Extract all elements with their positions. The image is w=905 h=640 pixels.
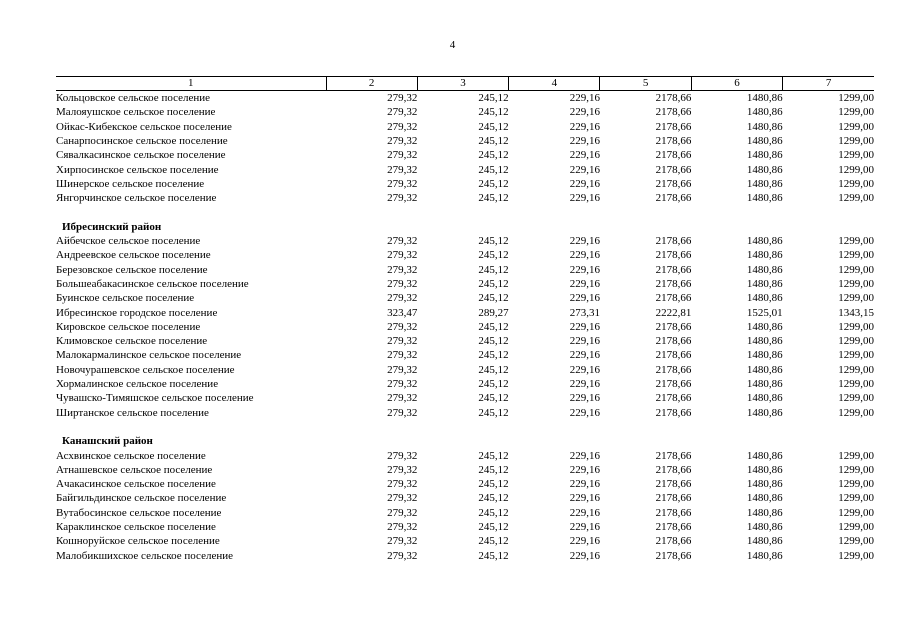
value-cell: 279,32 — [387, 320, 418, 333]
table-row — [56, 191, 874, 205]
value-cell: 1480,86 — [746, 378, 783, 391]
settlement-name: Шинерское сельское поселение — [56, 177, 205, 190]
value-cell: 279,32 — [387, 163, 418, 176]
value-cell: 245,12 — [478, 406, 509, 419]
value-cell: 245,12 — [478, 292, 509, 305]
value-cell: 2222,81 — [655, 306, 692, 319]
value-cell: 1299,00 — [838, 235, 874, 248]
value-cell: 1480,86 — [746, 135, 783, 148]
value-cell: 273,31 — [569, 306, 600, 319]
value-cell: 2178,66 — [655, 149, 692, 162]
settlement-name: Ширтанское сельское поселение — [56, 406, 209, 419]
value-cell: 2178,66 — [655, 163, 692, 176]
value-cell: 279,32 — [387, 378, 418, 391]
settlement-name: Вутабосинское сельское поселение — [56, 506, 222, 519]
value-cell: 1480,86 — [746, 263, 783, 276]
value-cell: 279,32 — [387, 492, 418, 505]
value-cell: 245,12 — [478, 235, 509, 248]
value-cell: 229,16 — [569, 378, 600, 391]
value-cell: 229,16 — [569, 235, 600, 248]
table-row — [56, 263, 874, 277]
table-row — [56, 391, 874, 405]
value-cell: 1299,00 — [838, 535, 874, 548]
value-cell: 1480,86 — [746, 521, 783, 534]
value-cell: 2178,66 — [655, 506, 692, 519]
value-cell: 1480,86 — [746, 120, 783, 133]
value-cell: 1299,00 — [838, 363, 874, 376]
settlement-name: Березовское сельское поселение — [56, 263, 208, 276]
value-cell: 229,16 — [569, 177, 600, 190]
table-row — [56, 348, 874, 362]
value-cell: 229,16 — [569, 278, 600, 290]
table-header-row — [56, 77, 874, 91]
value-cell: 2178,66 — [655, 177, 692, 190]
value-cell: 2178,66 — [655, 363, 692, 376]
value-cell: 1299,00 — [838, 463, 874, 476]
value-cell: 245,12 — [478, 463, 509, 476]
settlement-name: Ибресинское городское поселение — [56, 306, 218, 319]
value-cell: 245,12 — [478, 335, 509, 348]
value-cell: 279,32 — [387, 263, 418, 276]
table-row — [56, 363, 874, 377]
value-cell: 245,12 — [478, 549, 509, 562]
value-cell: 229,16 — [569, 106, 600, 119]
value-cell: 1480,86 — [746, 106, 783, 119]
value-cell: 245,12 — [478, 149, 509, 162]
value-cell: 1299,00 — [838, 177, 874, 190]
value-cell: 1299,00 — [838, 478, 874, 491]
value-cell: 1299,00 — [838, 492, 874, 505]
settlement-name: Кольцовское сельское поселение — [56, 92, 211, 105]
value-cell: 2178,66 — [655, 549, 692, 562]
table-row — [56, 248, 874, 262]
value-cell: 1480,86 — [746, 92, 783, 105]
value-cell: 279,32 — [387, 392, 418, 405]
value-cell: 245,12 — [478, 449, 509, 462]
settlement-name: Малокармалинское сельское поселение — [56, 349, 242, 362]
table-row — [56, 291, 874, 305]
settlement-name: Ачакасинское сельское поселение — [56, 478, 216, 491]
value-cell: 245,12 — [478, 521, 509, 534]
value-cell: 245,12 — [478, 278, 509, 290]
value-cell: 289,27 — [478, 306, 509, 319]
value-cell: 245,12 — [478, 135, 509, 148]
value-cell: 279,32 — [387, 549, 418, 562]
value-cell: 1480,86 — [746, 506, 783, 519]
value-cell: 229,16 — [569, 92, 600, 105]
value-cell: 279,32 — [387, 135, 418, 148]
value-cell: 279,32 — [387, 177, 418, 190]
value-cell: 1299,00 — [838, 349, 874, 362]
value-cell: 2178,66 — [655, 263, 692, 276]
value-cell: 2178,66 — [655, 278, 692, 290]
value-cell: 229,16 — [569, 492, 600, 505]
settlement-name: Хормалинское сельское поселение — [56, 378, 219, 391]
settlement-name: Андреевское сельское поселение — [56, 249, 211, 262]
value-cell: 229,16 — [569, 263, 600, 276]
district-title: Ибресинский район — [62, 220, 162, 233]
value-cell: 245,12 — [478, 163, 509, 176]
page-number: 4 — [449, 39, 456, 51]
value-cell: 1480,86 — [746, 278, 783, 290]
value-cell: 245,12 — [478, 106, 509, 119]
value-cell: 245,12 — [478, 478, 509, 491]
value-cell: 1299,00 — [838, 506, 874, 519]
value-cell: 1480,86 — [746, 363, 783, 376]
value-cell: 1299,00 — [838, 120, 874, 133]
value-cell: 1480,86 — [746, 249, 783, 262]
value-cell: 2178,66 — [655, 92, 692, 105]
table-row — [56, 477, 874, 491]
district-heading-row — [56, 220, 874, 234]
district-heading-row — [56, 434, 874, 448]
value-cell: 229,16 — [569, 135, 600, 148]
value-cell: 2178,66 — [655, 463, 692, 476]
value-cell: 2178,66 — [655, 106, 692, 119]
value-cell: 2178,66 — [655, 335, 692, 348]
value-cell: 229,16 — [569, 521, 600, 534]
value-cell: 1480,86 — [746, 292, 783, 305]
value-cell: 229,16 — [569, 349, 600, 362]
value-cell: 1299,00 — [838, 106, 874, 119]
value-cell: 2178,66 — [655, 492, 692, 505]
value-cell: 279,32 — [387, 235, 418, 248]
value-cell: 1299,00 — [838, 392, 874, 405]
value-cell: 1299,00 — [838, 263, 874, 276]
value-cell: 245,12 — [478, 392, 509, 405]
settlement-name: Караклинское сельское поселение — [56, 521, 216, 534]
value-cell: 279,32 — [387, 349, 418, 362]
table-row — [56, 277, 874, 291]
value-cell: 1480,86 — [746, 478, 783, 491]
value-cell: 1525,01 — [746, 306, 783, 319]
value-cell: 1480,86 — [746, 335, 783, 348]
value-cell: 1299,00 — [838, 278, 874, 290]
value-cell: 279,32 — [387, 449, 418, 462]
value-cell: 1299,00 — [838, 292, 874, 305]
value-cell: 2178,66 — [655, 378, 692, 391]
value-cell: 279,32 — [387, 92, 418, 105]
value-cell: 229,16 — [569, 406, 600, 419]
value-cell: 1299,00 — [838, 335, 874, 348]
value-cell: 279,32 — [387, 249, 418, 262]
table-row — [56, 105, 874, 119]
value-cell: 245,12 — [478, 92, 509, 105]
value-cell: 229,16 — [569, 192, 600, 205]
table-row — [56, 463, 874, 477]
value-cell: 245,12 — [478, 492, 509, 505]
value-cell: 2178,66 — [655, 320, 692, 333]
column-header: 6 — [691, 77, 782, 91]
value-cell: 2178,66 — [655, 349, 692, 362]
value-cell: 1480,86 — [746, 320, 783, 333]
value-cell: 245,12 — [478, 263, 509, 276]
column-header: 7 — [783, 77, 874, 91]
value-cell: 1480,86 — [746, 392, 783, 405]
settlement-name: Атнашевское сельское поселение — [56, 463, 213, 476]
value-cell: 2178,66 — [655, 120, 692, 133]
column-header: 3 — [417, 77, 508, 91]
value-cell: 1480,86 — [746, 549, 783, 562]
value-cell: 279,32 — [387, 106, 418, 119]
value-cell: 1343,15 — [838, 306, 874, 319]
settlement-name: Асхвинское сельское поселение — [56, 449, 206, 462]
value-cell: 279,32 — [387, 521, 418, 534]
value-cell: 229,16 — [569, 249, 600, 262]
table-row — [56, 91, 874, 106]
settlement-name: Малобикшихское сельское поселение — [56, 549, 233, 562]
settlement-name: Малояушское сельское поселение — [56, 106, 216, 119]
table-row — [56, 406, 874, 420]
value-cell: 1299,00 — [838, 449, 874, 462]
value-cell: 229,16 — [569, 120, 600, 133]
value-cell: 2178,66 — [655, 406, 692, 419]
value-cell: 323,47 — [387, 306, 418, 319]
value-cell: 245,12 — [478, 249, 509, 262]
value-cell: 279,32 — [387, 506, 418, 519]
value-cell: 245,12 — [478, 506, 509, 519]
value-cell: 1480,86 — [746, 163, 783, 176]
table-row — [56, 134, 874, 148]
settlement-name: Айбечское сельское поселение — [56, 235, 201, 248]
value-cell: 245,12 — [478, 177, 509, 190]
settlement-name: Буинское сельское поселение — [56, 292, 195, 305]
value-cell: 1480,86 — [746, 177, 783, 190]
value-cell: 229,16 — [569, 149, 600, 162]
value-cell: 229,16 — [569, 335, 600, 348]
value-cell: 279,32 — [387, 149, 418, 162]
value-cell: 245,12 — [478, 363, 509, 376]
table-row — [56, 377, 874, 391]
value-cell: 2178,66 — [655, 292, 692, 305]
value-cell: 229,16 — [569, 463, 600, 476]
value-cell: 229,16 — [569, 478, 600, 491]
settlement-name: Чувашско-Тимяшское сельское поселение — [56, 392, 254, 405]
settlement-name: Большеабакасинское сельское поселение — [56, 278, 249, 290]
value-cell: 1480,86 — [746, 149, 783, 162]
table-row — [56, 520, 874, 534]
district-title: Канашский район — [62, 435, 153, 448]
tariff-table — [56, 76, 874, 563]
value-cell: 1299,00 — [838, 320, 874, 333]
value-cell: 279,32 — [387, 335, 418, 348]
table-row — [56, 120, 874, 134]
column-header: 2 — [326, 77, 417, 91]
value-cell: 279,32 — [387, 292, 418, 305]
value-cell: 1299,00 — [838, 249, 874, 262]
column-header: 4 — [509, 77, 600, 91]
value-cell: 2178,66 — [655, 478, 692, 491]
value-cell: 279,32 — [387, 363, 418, 376]
value-cell: 1480,86 — [746, 463, 783, 476]
value-cell: 229,16 — [569, 320, 600, 333]
value-cell: 229,16 — [569, 549, 600, 562]
value-cell: 229,16 — [569, 363, 600, 376]
table-row — [56, 162, 874, 176]
value-cell: 279,32 — [387, 120, 418, 133]
value-cell: 1299,00 — [838, 549, 874, 562]
table-row — [56, 177, 874, 191]
value-cell: 1299,00 — [838, 92, 874, 105]
value-cell: 229,16 — [569, 163, 600, 176]
table-row — [56, 305, 874, 319]
value-cell: 1299,00 — [838, 406, 874, 419]
value-cell: 1299,00 — [838, 135, 874, 148]
table-row — [56, 506, 874, 520]
settlement-name: Янгорчинское сельское поселение — [56, 192, 217, 205]
value-cell: 279,32 — [387, 406, 418, 419]
value-cell: 2178,66 — [655, 135, 692, 148]
value-cell: 2178,66 — [655, 449, 692, 462]
value-cell: 245,12 — [478, 192, 509, 205]
value-cell: 1299,00 — [838, 192, 874, 205]
value-cell: 1299,00 — [838, 163, 874, 176]
value-cell: 245,12 — [478, 378, 509, 391]
value-cell: 229,16 — [569, 506, 600, 519]
table-row — [56, 549, 874, 563]
spacer-row — [56, 420, 874, 434]
value-cell: 1480,86 — [746, 535, 783, 548]
value-cell: 245,12 — [478, 120, 509, 133]
settlement-name: Байгильдинское сельское поселение — [56, 492, 227, 505]
settlement-name: Климовское сельское поселение — [56, 335, 208, 348]
value-cell: 279,32 — [387, 278, 418, 290]
value-cell: 2178,66 — [655, 235, 692, 248]
value-cell: 245,12 — [478, 320, 509, 333]
settlement-name: Санарпосинское сельское поселение — [56, 135, 228, 148]
value-cell: 245,12 — [478, 535, 509, 548]
value-cell: 279,32 — [387, 535, 418, 548]
value-cell: 245,12 — [478, 349, 509, 362]
value-cell: 1299,00 — [838, 378, 874, 391]
settlement-name: Новочурашевское сельское поселение — [56, 363, 235, 376]
value-cell: 1480,86 — [746, 235, 783, 248]
value-cell: 1299,00 — [838, 521, 874, 534]
value-cell: 279,32 — [387, 463, 418, 476]
value-cell: 2178,66 — [655, 535, 692, 548]
value-cell: 1480,86 — [746, 406, 783, 419]
table-row — [56, 534, 874, 548]
table-row — [56, 234, 874, 248]
value-cell: 279,32 — [387, 192, 418, 205]
value-cell: 2178,66 — [655, 521, 692, 534]
table-row — [56, 148, 874, 162]
value-cell: 1480,86 — [746, 449, 783, 462]
value-cell: 2178,66 — [655, 392, 692, 405]
settlement-name: Хирпосинское сельское поселение — [56, 163, 219, 176]
column-header: 1 — [56, 77, 326, 91]
value-cell: 1480,86 — [746, 492, 783, 505]
table-row — [56, 448, 874, 462]
table-row — [56, 334, 874, 348]
value-cell: 229,16 — [569, 392, 600, 405]
value-cell: 1480,86 — [746, 349, 783, 362]
value-cell: 229,16 — [569, 449, 600, 462]
value-cell: 229,16 — [569, 292, 600, 305]
settlement-name: Кошноруйское сельское поселение — [56, 535, 220, 548]
value-cell: 1299,00 — [838, 149, 874, 162]
settlement-name: Сявалкасинское сельское поселение — [56, 149, 226, 162]
value-cell: 1480,86 — [746, 192, 783, 205]
value-cell: 229,16 — [569, 535, 600, 548]
value-cell: 2178,66 — [655, 249, 692, 262]
table-body — [56, 91, 874, 563]
spacer-row — [56, 205, 874, 219]
value-cell: 279,32 — [387, 478, 418, 491]
value-cell: 2178,66 — [655, 192, 692, 205]
settlement-name: Ойкас-Кибекское сельское поселение — [56, 120, 232, 133]
settlement-name: Кировское сельское поселение — [56, 320, 201, 333]
column-header: 5 — [600, 77, 691, 91]
table-row — [56, 491, 874, 505]
table-row — [56, 320, 874, 334]
